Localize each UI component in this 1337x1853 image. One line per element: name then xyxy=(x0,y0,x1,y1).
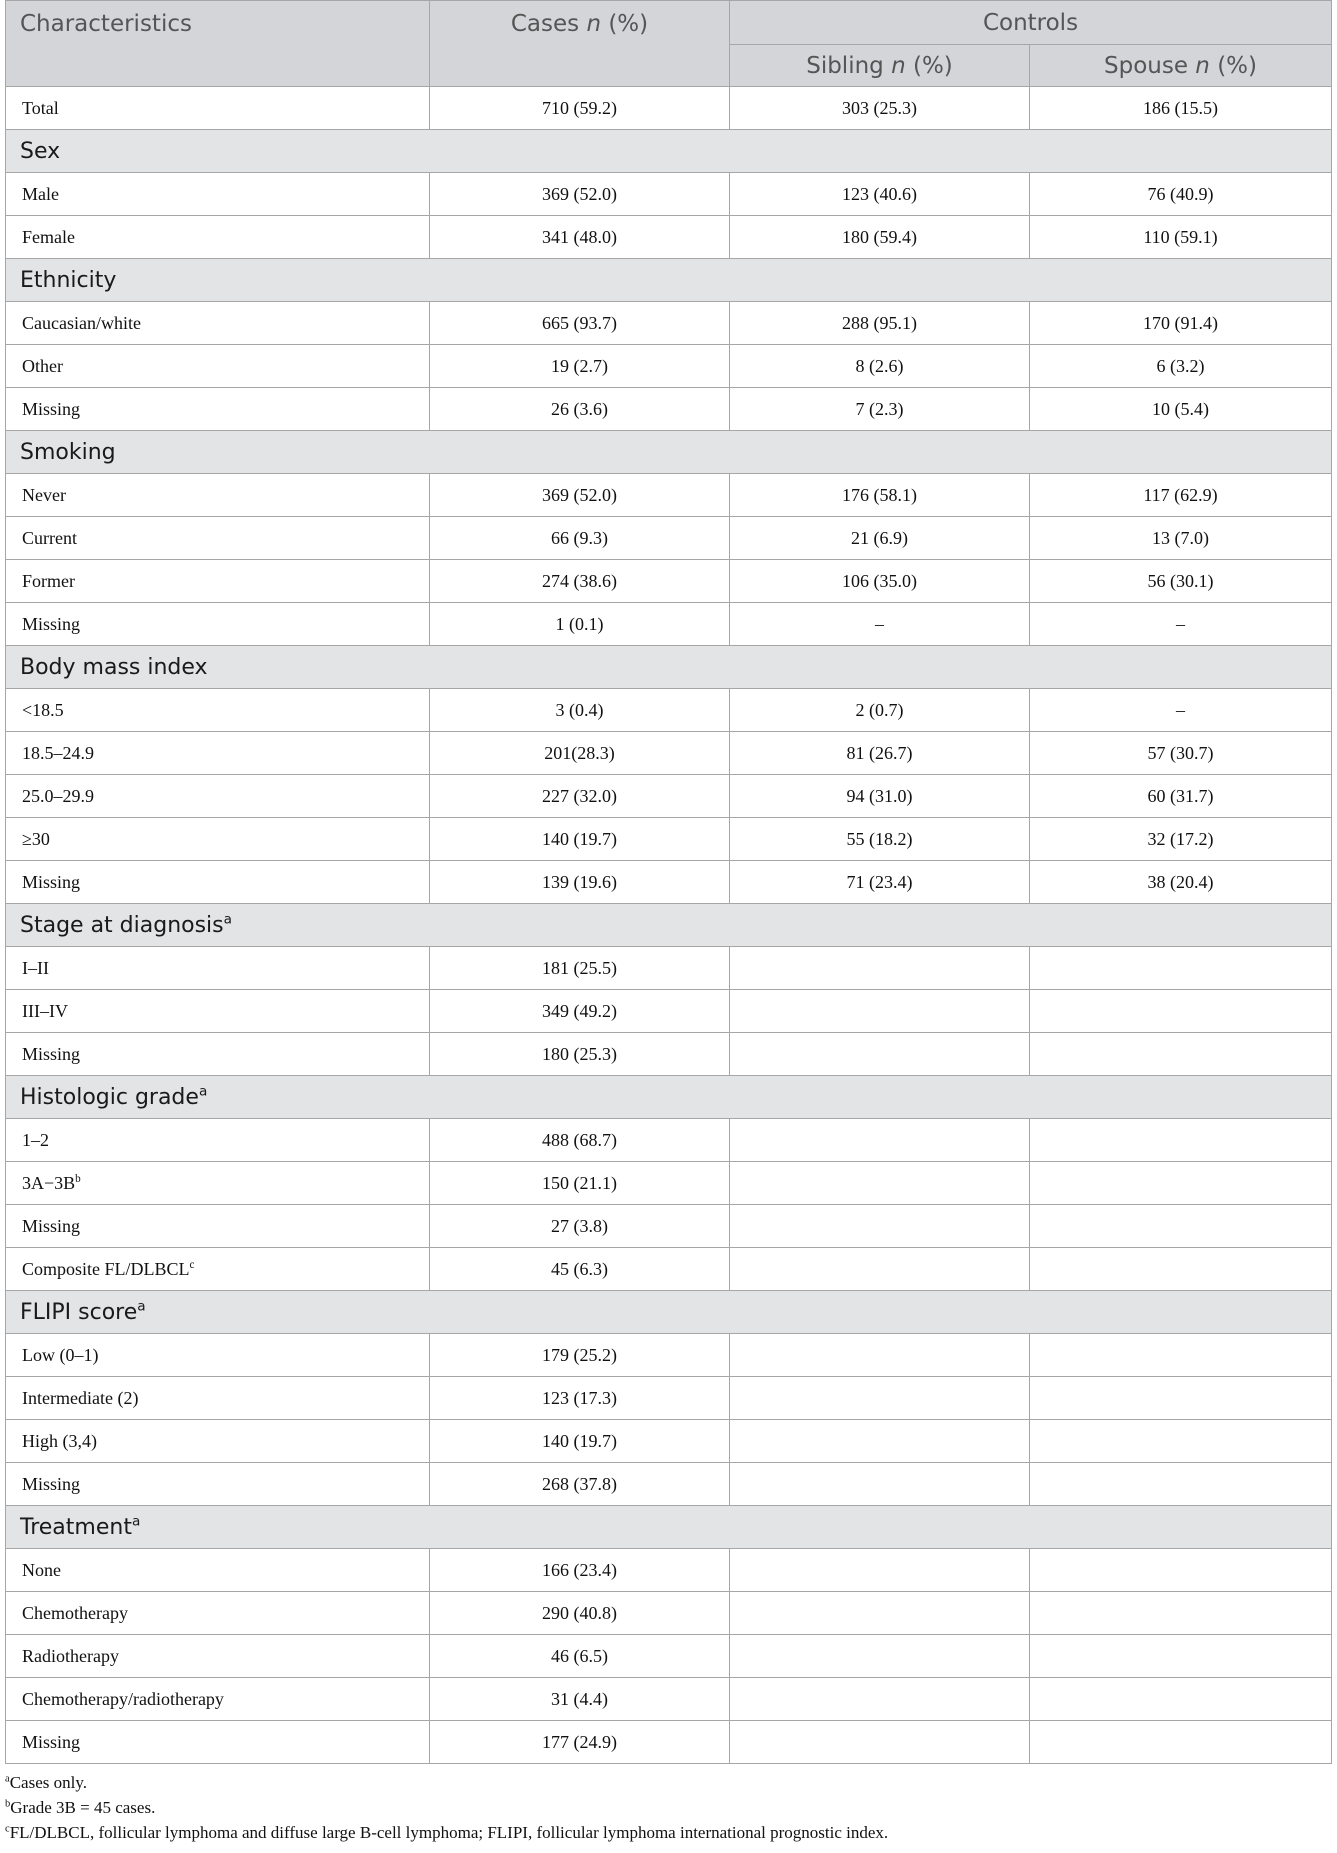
cell-spouse: 38 (20.4) xyxy=(1030,861,1332,904)
table-row xyxy=(6,517,1332,560)
characteristics-table xyxy=(5,0,1332,1764)
cell-spouse xyxy=(1030,1119,1332,1162)
cell-cases: 488 (68.7) xyxy=(430,1119,730,1162)
table-row xyxy=(6,1678,1332,1721)
row-label: Radiotherapy xyxy=(6,1635,430,1678)
cell-spouse xyxy=(1030,1420,1332,1463)
header-controls xyxy=(730,1,1332,45)
table-row xyxy=(6,1377,1332,1420)
cell-sibling xyxy=(730,1420,1030,1463)
cell-sibling: 94 (31.0) xyxy=(730,775,1030,818)
cell-cases: 31 (4.4) xyxy=(430,1678,730,1721)
table-row xyxy=(6,1635,1332,1678)
header-cases xyxy=(430,1,730,87)
header-row-top xyxy=(6,1,1332,45)
row-label: <18.5 xyxy=(6,689,430,732)
section-title xyxy=(6,1076,1332,1119)
table-row xyxy=(6,1119,1332,1162)
cell-spouse: 56 (30.1) xyxy=(1030,560,1332,603)
header-sibling xyxy=(730,45,1030,87)
cell-sibling: 2 (0.7) xyxy=(730,689,1030,732)
cell-spouse: 170 (91.4) xyxy=(1030,302,1332,345)
table-row xyxy=(6,1248,1332,1291)
cell-cases: 46 (6.5) xyxy=(430,1635,730,1678)
cell-cases: 179 (25.2) xyxy=(430,1334,730,1377)
cell-cases: 665 (93.7) xyxy=(430,302,730,345)
table-row xyxy=(6,345,1332,388)
row-label: Former xyxy=(6,560,430,603)
cell-cases: 268 (37.8) xyxy=(430,1463,730,1506)
table-row-total xyxy=(6,87,1332,130)
cell-spouse: 57 (30.7) xyxy=(1030,732,1332,775)
cell-spouse: 32 (17.2) xyxy=(1030,818,1332,861)
row-label: Male xyxy=(6,173,430,216)
cell-sibling: 106 (35.0) xyxy=(730,560,1030,603)
table-row xyxy=(6,474,1332,517)
cell-spouse: 186 (15.5) xyxy=(1030,87,1332,130)
cell-sibling xyxy=(730,1377,1030,1420)
section-header-ethnicity xyxy=(6,259,1332,302)
row-label: Caucasian/white xyxy=(6,302,430,345)
section-title-text: Treatment xyxy=(20,1514,132,1540)
cell-sibling xyxy=(730,1721,1030,1764)
header-sibling-label: Sibling xyxy=(806,52,884,79)
cell-sibling xyxy=(730,1119,1030,1162)
cell-sibling: 7 (2.3) xyxy=(730,388,1030,431)
footnote-mark: c xyxy=(5,1823,10,1835)
cell-sibling: 71 (23.4) xyxy=(730,861,1030,904)
footnote-a xyxy=(5,1770,1331,1795)
cell-cases: 349 (49.2) xyxy=(430,990,730,1033)
table-row xyxy=(6,775,1332,818)
section-title: Body mass index xyxy=(6,646,1332,689)
cell-sibling xyxy=(730,1463,1030,1506)
cell-spouse xyxy=(1030,1635,1332,1678)
section-header-bmi xyxy=(6,646,1332,689)
table-row xyxy=(6,173,1332,216)
cell-cases: 139 (19.6) xyxy=(430,861,730,904)
row-label: Missing xyxy=(6,1721,430,1764)
header-spouse-n: n xyxy=(1195,52,1210,79)
cell-sibling: 303 (25.3) xyxy=(730,87,1030,130)
cell-spouse xyxy=(1030,1377,1332,1420)
section-title-text: FLIPI score xyxy=(20,1299,138,1325)
cell-sibling xyxy=(730,947,1030,990)
cell-spouse xyxy=(1030,1248,1332,1291)
section-header-stage xyxy=(6,904,1332,947)
cell-spouse xyxy=(1030,1592,1332,1635)
footnote-mark: a xyxy=(223,911,232,928)
cell-sibling: 55 (18.2) xyxy=(730,818,1030,861)
header-sibling-pct: (%) xyxy=(912,52,953,79)
cell-spouse xyxy=(1030,1162,1332,1205)
footnote-text: FL/DLBCL, follicular lymphoma and diffuse large B-cell lymphoma; FLIPI, follicular lymphoma international prognostic index. xyxy=(9,1823,889,1842)
footnote-text: Cases only. xyxy=(9,1773,87,1792)
row-label: Never xyxy=(6,474,430,517)
cell-sibling: 288 (95.1) xyxy=(730,302,1030,345)
cell-cases: 26 (3.6) xyxy=(430,388,730,431)
cell-spouse: 76 (40.9) xyxy=(1030,173,1332,216)
cell-spouse: – xyxy=(1030,689,1332,732)
cell-spouse xyxy=(1030,990,1332,1033)
section-title xyxy=(6,1291,1332,1334)
row-label-cell xyxy=(6,1248,430,1291)
footnote-mark: a xyxy=(198,1083,208,1100)
cell-cases: 45 (6.3) xyxy=(430,1248,730,1291)
cell-sibling xyxy=(730,1162,1030,1205)
cell-sibling xyxy=(730,1678,1030,1721)
row-label: Other xyxy=(6,345,430,388)
section-title-text: Stage at diagnosis xyxy=(20,912,224,938)
row-label: Current xyxy=(6,517,430,560)
cell-sibling xyxy=(730,1205,1030,1248)
row-label: Missing xyxy=(6,1463,430,1506)
row-label: Composite FL/DLBCL xyxy=(22,1258,190,1279)
section-header-smoking xyxy=(6,431,1332,474)
cell-cases: 290 (40.8) xyxy=(430,1592,730,1635)
cell-cases: 27 (3.8) xyxy=(430,1205,730,1248)
table-row xyxy=(6,818,1332,861)
table-row xyxy=(6,861,1332,904)
cell-cases: 177 (24.9) xyxy=(430,1721,730,1764)
row-label: 25.0–29.9 xyxy=(6,775,430,818)
cell-spouse xyxy=(1030,1463,1332,1506)
table-row xyxy=(6,603,1332,646)
cell-cases: 369 (52.0) xyxy=(430,474,730,517)
row-label: Intermediate (2) xyxy=(6,1377,430,1420)
footnote-b xyxy=(5,1795,1331,1820)
footnote-text: Grade 3B = 45 cases. xyxy=(10,1798,156,1817)
cell-sibling: 8 (2.6) xyxy=(730,345,1030,388)
footnote-mark: a xyxy=(137,1298,146,1315)
footnote-mark: a xyxy=(131,1513,141,1530)
section-header-grade xyxy=(6,1076,1332,1119)
row-label: 3A−3B xyxy=(22,1172,76,1193)
row-label: None xyxy=(6,1549,430,1592)
header-cases-pct: (%) xyxy=(608,11,649,37)
cell-cases: 181 (25.5) xyxy=(430,947,730,990)
section-header-sex xyxy=(6,130,1332,173)
table-row xyxy=(6,1592,1332,1635)
cell-spouse: 60 (31.7) xyxy=(1030,775,1332,818)
cell-spouse: 13 (7.0) xyxy=(1030,517,1332,560)
footnote-mark: a xyxy=(5,1773,10,1785)
cell-spouse xyxy=(1030,1678,1332,1721)
table-row xyxy=(6,388,1332,431)
cell-spouse: 10 (5.4) xyxy=(1030,388,1332,431)
row-label: Chemotherapy xyxy=(6,1592,430,1635)
cell-spouse: 117 (62.9) xyxy=(1030,474,1332,517)
cell-cases: 3 (0.4) xyxy=(430,689,730,732)
footnote-c xyxy=(5,1820,1331,1845)
row-label: Missing xyxy=(6,388,430,431)
cell-sibling xyxy=(730,990,1030,1033)
table-row xyxy=(6,1420,1332,1463)
cell-sibling: 81 (26.7) xyxy=(730,732,1030,775)
cell-spouse xyxy=(1030,947,1332,990)
footnote-mark: b xyxy=(75,1172,81,1185)
table-row xyxy=(6,216,1332,259)
section-title: Smoking xyxy=(6,431,1332,474)
footnote-mark: b xyxy=(5,1798,11,1810)
table-row xyxy=(6,1463,1332,1506)
table-row xyxy=(6,689,1332,732)
table-row xyxy=(6,732,1332,775)
table-row xyxy=(6,947,1332,990)
cell-spouse xyxy=(1030,1033,1332,1076)
cell-sibling: 180 (59.4) xyxy=(730,216,1030,259)
cell-cases: 341 (48.0) xyxy=(430,216,730,259)
row-label: Missing xyxy=(6,1205,430,1248)
cell-cases: 1 (0.1) xyxy=(430,603,730,646)
row-label: 1–2 xyxy=(6,1119,430,1162)
cell-cases: 19 (2.7) xyxy=(430,345,730,388)
cell-cases: 66 (9.3) xyxy=(430,517,730,560)
cell-sibling: 21 (6.9) xyxy=(730,517,1030,560)
cell-spouse xyxy=(1030,1334,1332,1377)
row-label: I–II xyxy=(6,947,430,990)
cell-sibling xyxy=(730,1033,1030,1076)
cell-sibling: – xyxy=(730,603,1030,646)
cell-spouse xyxy=(1030,1549,1332,1592)
section-title: Ethnicity xyxy=(6,259,1332,302)
table-row xyxy=(6,1334,1332,1377)
cell-sibling xyxy=(730,1334,1030,1377)
row-label: High (3,4) xyxy=(6,1420,430,1463)
cell-cases: 274 (38.6) xyxy=(430,560,730,603)
cell-sibling xyxy=(730,1248,1030,1291)
cell-spouse xyxy=(1030,1721,1332,1764)
section-title-text: Histologic grade xyxy=(20,1084,199,1110)
table-row xyxy=(6,990,1332,1033)
cell-sibling xyxy=(730,1592,1030,1635)
section-title xyxy=(6,904,1332,947)
table-row xyxy=(6,560,1332,603)
table-row xyxy=(6,1033,1332,1076)
cell-cases: 180 (25.3) xyxy=(430,1033,730,1076)
cell-sibling xyxy=(730,1635,1030,1678)
row-label: Chemotherapy/radiotherapy xyxy=(6,1678,430,1721)
header-controls-text: Controls xyxy=(982,9,1079,36)
table-row xyxy=(6,1205,1332,1248)
header-sibling-n: n xyxy=(891,52,906,79)
cell-cases: 201(28.3) xyxy=(430,732,730,775)
table-row xyxy=(6,1162,1332,1205)
footnote-mark: c xyxy=(189,1258,195,1271)
cell-cases: 227 (32.0) xyxy=(430,775,730,818)
header-spouse xyxy=(1030,45,1332,87)
header-cases-n: n xyxy=(586,11,602,37)
cell-spouse: 110 (59.1) xyxy=(1030,216,1332,259)
header-characteristics xyxy=(6,1,430,87)
section-header-treatment xyxy=(6,1506,1332,1549)
cell-cases: 123 (17.3) xyxy=(430,1377,730,1420)
row-label: III–IV xyxy=(6,990,430,1033)
section-title: Sex xyxy=(6,130,1332,173)
cell-cases: 140 (19.7) xyxy=(430,1420,730,1463)
table-row xyxy=(6,1549,1332,1592)
cell-spouse: – xyxy=(1030,603,1332,646)
row-label: ≥30 xyxy=(6,818,430,861)
row-label: Low (0–1) xyxy=(6,1334,430,1377)
cell-sibling: 176 (58.1) xyxy=(730,474,1030,517)
header-spouse-label: Spouse xyxy=(1104,52,1188,79)
row-label: Missing xyxy=(6,603,430,646)
table-row xyxy=(6,1721,1332,1764)
row-label: Missing xyxy=(6,1033,430,1076)
row-label: Total xyxy=(6,87,430,130)
cell-cases: 140 (19.7) xyxy=(430,818,730,861)
cell-sibling xyxy=(730,1549,1030,1592)
header-cases-label: Cases xyxy=(510,11,580,37)
cell-cases: 369 (52.0) xyxy=(430,173,730,216)
cell-spouse xyxy=(1030,1205,1332,1248)
cell-cases: 150 (21.1) xyxy=(430,1162,730,1205)
footnotes xyxy=(5,1770,1331,1845)
row-label: Missing xyxy=(6,861,430,904)
section-title xyxy=(6,1506,1332,1549)
header-characteristics-text: Characteristics xyxy=(20,11,192,37)
row-label: Female xyxy=(6,216,430,259)
cell-cases: 166 (23.4) xyxy=(430,1549,730,1592)
cell-spouse: 6 (3.2) xyxy=(1030,345,1332,388)
row-label: 18.5–24.9 xyxy=(6,732,430,775)
header-spouse-pct: (%) xyxy=(1217,52,1257,79)
section-header-flipi xyxy=(6,1291,1332,1334)
table-row xyxy=(6,302,1332,345)
row-label-cell xyxy=(6,1162,430,1205)
characteristics-table-container xyxy=(5,0,1331,1845)
cell-sibling: 123 (40.6) xyxy=(730,173,1030,216)
cell-cases: 710 (59.2) xyxy=(430,87,730,130)
